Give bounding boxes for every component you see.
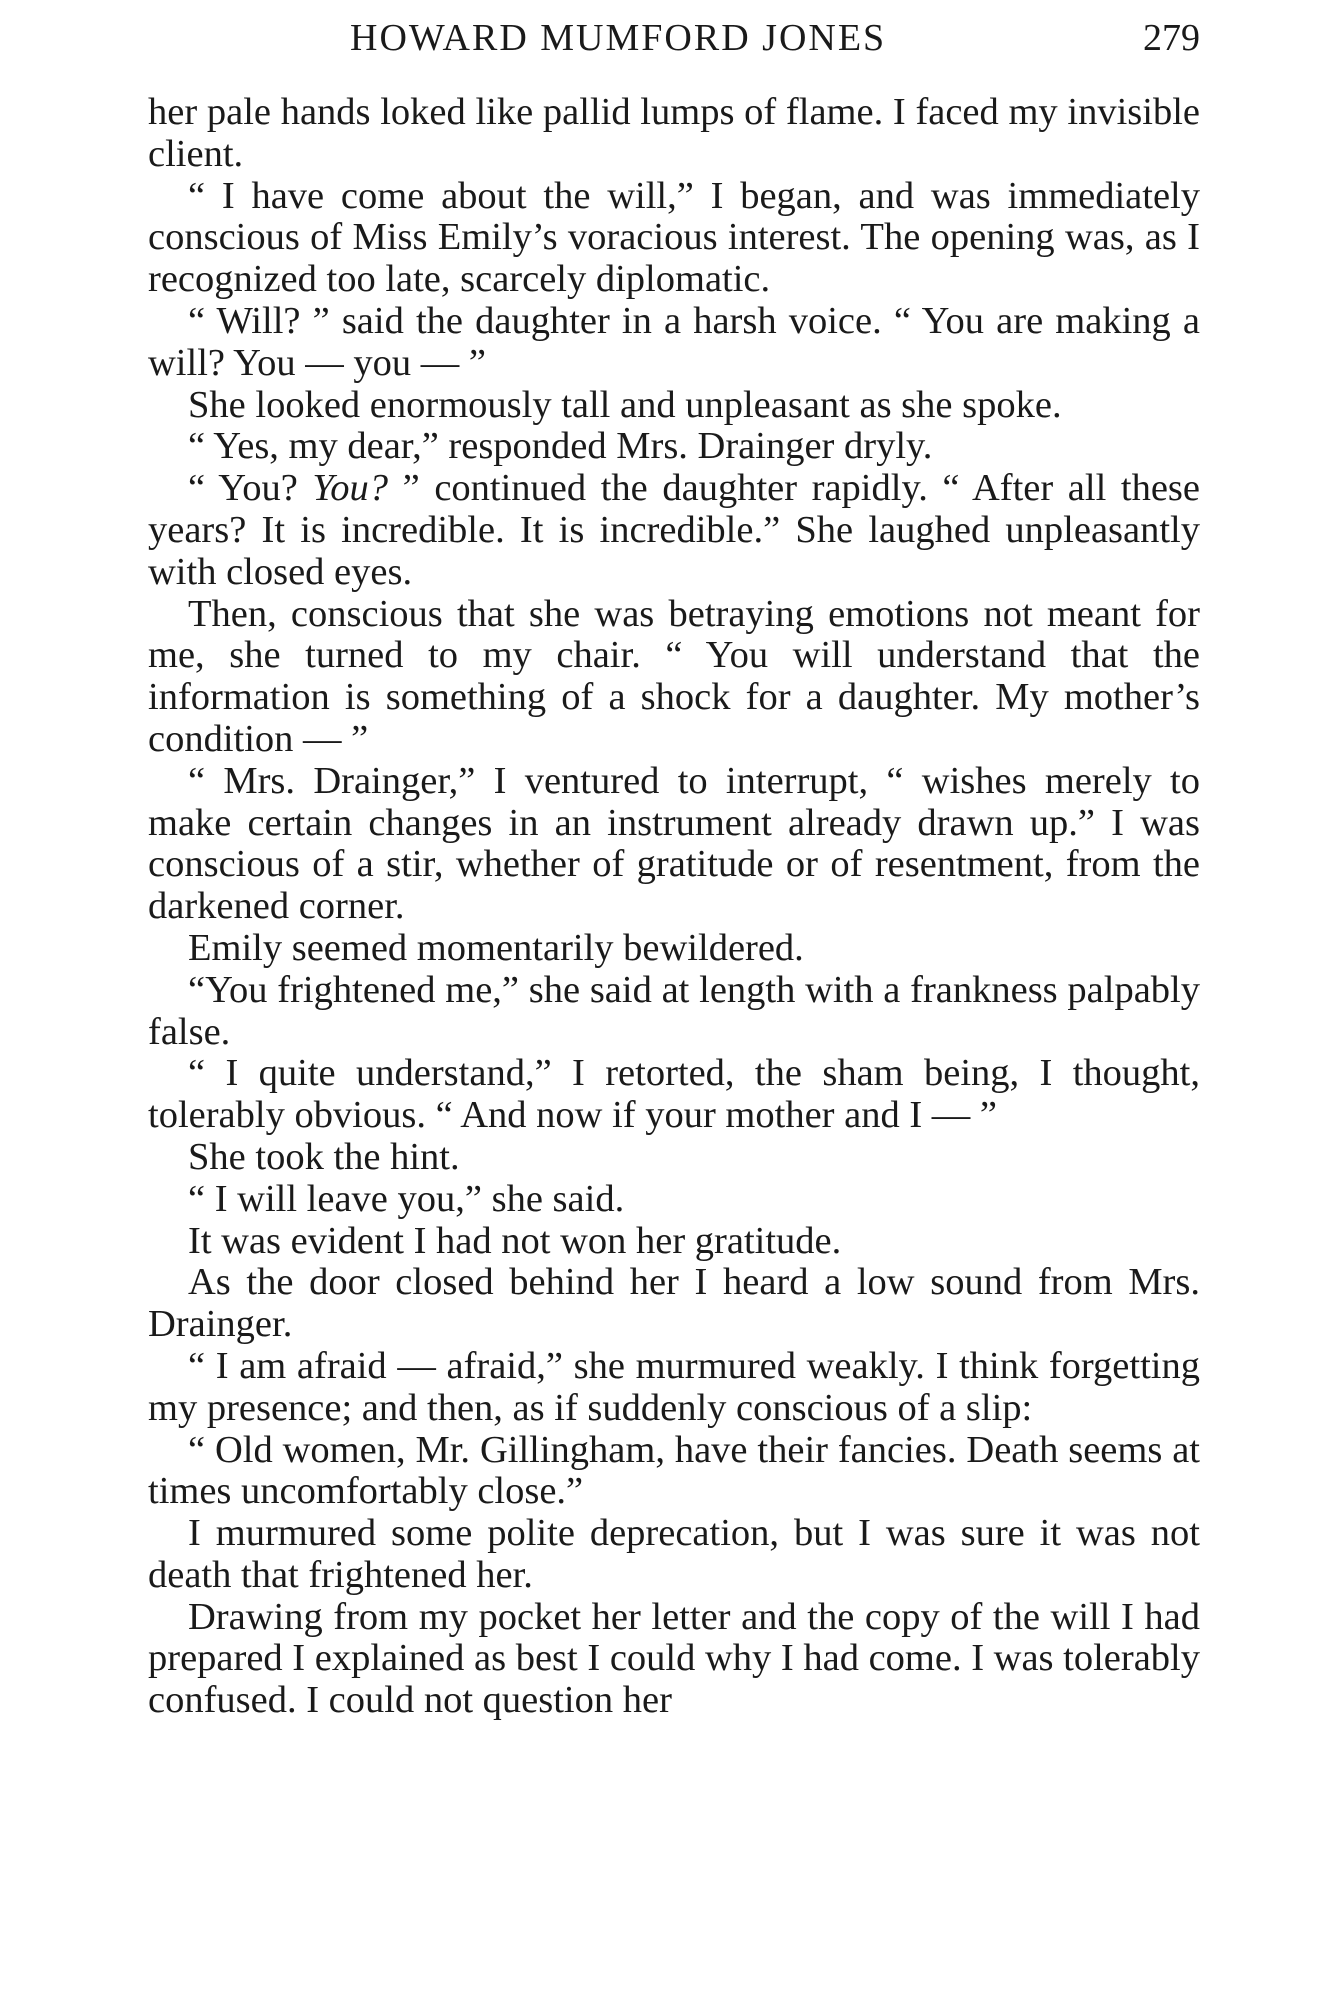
paragraph-rest: continued the daughter rapidly. “ After all these years? It is incredible. It is incredible.” She laughed unpleasantly with closed eyes. [148, 467, 1200, 593]
paragraph: “ Mrs. Drainger,” I ventured to interrupt, “ wishes merely to make certain changes in an instrument already drawn up.” I was conscious of a stir, whether of gratitude or of resentment, from the darkened corner. [148, 759, 1200, 928]
paragraph: “You frightened me,” she said at length with a frankness palpably false. [148, 968, 1200, 1053]
italic-emphasis: You? [312, 467, 389, 510]
quote-close: ” [388, 467, 435, 510]
paragraph: “ Old women, Mr. Gillingham, have their fancies. Death seems at times uncomfortably close.” [148, 1428, 1200, 1513]
paragraph: I murmured some polite deprecation, but I was sure it was not death that frightened her. [148, 1512, 1200, 1596]
paragraph: “ I have come about the will,” I began, and was immediately conscious of Miss Emily’s voracious interest. The opening was, as I recognized too late, scarcely diplomatic. [148, 174, 1200, 301]
paragraph: Then, conscious that she was betraying emotions not meant for me, she turned to my chair. “ You will understand that the information is something of a shock for a daughter. My mother’s condition — ” [148, 592, 1200, 760]
quote-lead: “ You? [188, 467, 313, 510]
paragraph: “ I quite understand,” I retorted, the sham being, I thought, tolerably obvious. “ And now if your mother and I — ” [148, 1052, 1200, 1137]
paragraph: “ I will leave you,” she said. [188, 1177, 625, 1220]
paragraph: As the door closed behind her I heard a low sound from Mrs. Drainger. [148, 1261, 1200, 1346]
paragraph: It was evident I had not won her gratitude. [188, 1219, 842, 1262]
paragraph [148, 468, 1200, 593]
body-text [148, 92, 1200, 1722]
page-number: 279 [1143, 17, 1200, 59]
paragraph: “ I am afraid — afraid,” she murmured weakly. I think forgetting my presence; and then, as if suddenly conscious of a slip: [148, 1344, 1200, 1429]
paragraph: her pale hands loked like pallid lumps of flame. I faced my invisible client. [148, 91, 1200, 175]
paragraph: Emily seemed momentarily bewildered. [188, 926, 804, 969]
paragraph: She looked enormously tall and unpleasant as she spoke. [188, 383, 1062, 426]
paragraph: “ Yes, my dear,” responded Mrs. Drainger dryly. [188, 425, 933, 468]
book-page [148, 0, 1200, 1722]
paragraph: “ Will? ” said the daughter in a harsh voice. “ You are making a will? You — you — ” [148, 299, 1200, 384]
paragraph: She took the hint. [188, 1135, 460, 1178]
running-head-title: HOWARD MUMFORD JONES [350, 17, 887, 59]
running-head [148, 0, 1200, 80]
paragraph: Drawing from my pocket her letter and the copy of the will I had prepared I explained as best I could why I had come. I was tolerably confused. I could not question her [148, 1595, 1200, 1722]
